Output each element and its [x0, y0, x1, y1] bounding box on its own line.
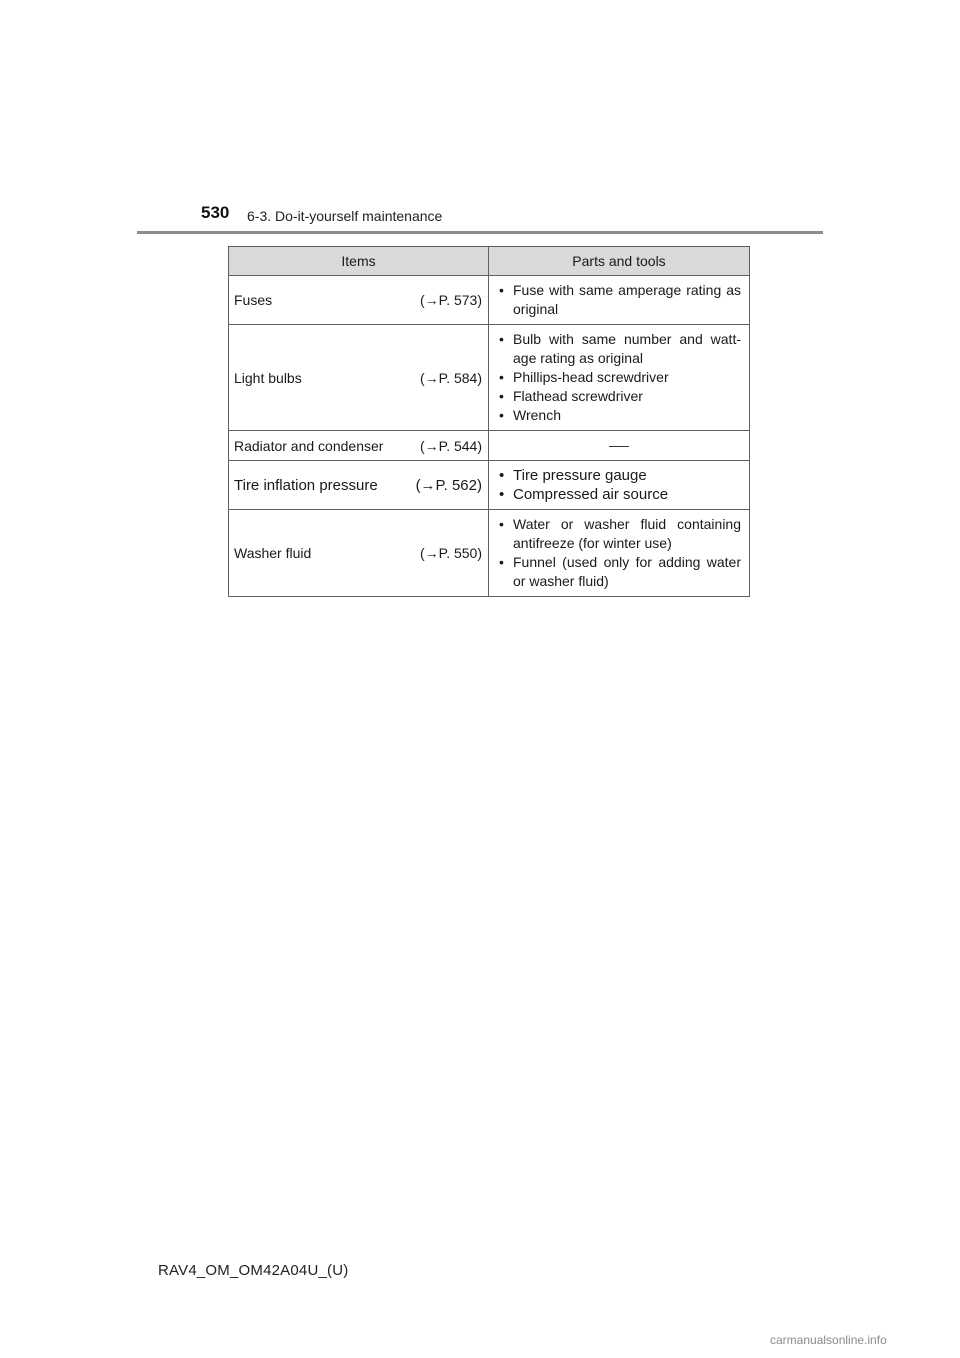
- column-header-parts-and-tools: Parts and tools: [489, 247, 750, 276]
- tools-cell: [489, 325, 750, 431]
- header-divider: [137, 231, 823, 234]
- list-item: • Flathead screwdriver: [499, 388, 643, 404]
- tool-list: [499, 515, 741, 591]
- list-item: • Water or washer fluid containing antifreeze (for winter use): [499, 516, 741, 551]
- item-cell: [229, 510, 489, 597]
- item-cell: [229, 325, 489, 431]
- list-item: • Compressed air source: [499, 486, 669, 503]
- page-reference: (→P. 544): [420, 437, 482, 454]
- item-cell: [229, 431, 489, 461]
- list-item: • Bulb with same number and watt-age rating as original: [499, 331, 741, 366]
- watermark: carmanualsonline.info: [770, 1333, 887, 1347]
- tool-list: [499, 330, 741, 425]
- page-reference: (→P. 573): [420, 292, 482, 308]
- table-row: [229, 461, 750, 510]
- table-header-row: [229, 247, 750, 276]
- column-header-items: Items: [229, 247, 489, 276]
- item-cell: [229, 276, 489, 325]
- table-row: [229, 510, 750, 597]
- table-row: [229, 431, 750, 461]
- item-cell: [229, 461, 489, 510]
- list-item: • Phillips-head screwdriver: [499, 369, 669, 385]
- item-name: Fuses: [234, 292, 273, 308]
- list-item: • Wrench: [499, 407, 561, 423]
- item-name: Tire inflation pressure: [234, 476, 378, 494]
- list-item: • Funnel (used only for adding water or washer fluid): [499, 554, 741, 589]
- item-name: Radiator and condenser: [234, 437, 384, 454]
- section-title: 6-3. Do-it-yourself maintenance: [247, 208, 443, 224]
- page-number: 530: [201, 203, 230, 222]
- page-reference: (→P. 550): [420, 545, 482, 561]
- dash-placeholder: [609, 446, 629, 447]
- list-item: • Tire pressure gauge: [499, 467, 647, 484]
- page-reference: (→P. 562): [415, 476, 482, 494]
- model-code-footer: RAV4_OM_OM42A04U_(U): [158, 1262, 349, 1279]
- tools-cell: [489, 276, 750, 325]
- item-name: Light bulbs: [234, 369, 302, 386]
- list-item: • Fuse with same amperage rating as original: [499, 282, 741, 317]
- table-row: [229, 276, 750, 325]
- tools-cell: [489, 510, 750, 597]
- table-row: [229, 325, 750, 431]
- tool-list: [499, 466, 741, 504]
- tools-cell-empty: [489, 431, 750, 461]
- parts-and-tools-table: [228, 246, 750, 597]
- tools-cell: [489, 461, 750, 510]
- page-reference: (→P. 584): [420, 369, 482, 386]
- item-name: Washer fluid: [234, 545, 312, 561]
- tool-list: [499, 281, 741, 319]
